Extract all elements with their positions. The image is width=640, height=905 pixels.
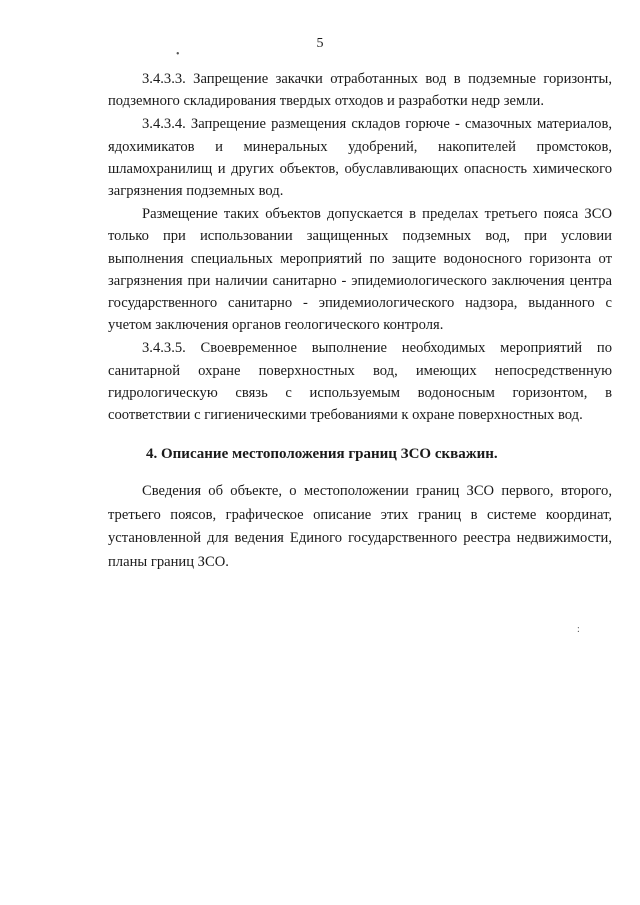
scan-artifact-colon: : <box>577 624 580 635</box>
page-number: 5 <box>316 36 324 51</box>
section-4-paragraph: Сведения об объекте, о местоположении границ ЗСО первого, второго, третьего поясов, графическое описание этих границ в системе координат, установленной для ведения Единого государственного реестра недвижимости, планы границ ЗСО. <box>108 483 612 570</box>
paragraph-3-4-3-5: 3.4.3.5. Своевременное выполнение необходимых мероприятий по санитарной охране поверхностных вод, имеющих непосредственную гидрологическую связь с используемым водоносным горизонтом, в соответствии с гигиеническими требованиями к охране поверхностных вод. <box>108 340 612 424</box>
paragraph-3-4-3-4: 3.4.3.4. Запрещение размещения складов горюче - смазочных материалов, ядохимикатов и минеральных удобрений, накопителей промстоков, шламохранилищ и других объектов, обуславливающих опасность химического загрязнения подземных вод. <box>108 116 612 200</box>
document-body <box>108 68 612 575</box>
paragraph-placement-conditions: Размещение таких объектов допускается в пределах третьего пояса ЗСО только при использовании защищенных подземных вод, при условии выполнения специальных мероприятий по защите водоносного горизонта от загрязнения при наличии санитарно - эпидемиологического заключения центра государственного санитарно - эпидемиологического надзора, выданного с учетом заключения органов геологического контроля. <box>108 206 612 334</box>
section-heading: 4. Описание местоположения границ ЗСО скважин. <box>146 446 498 463</box>
scan-artifact-dot: • <box>176 49 180 60</box>
paragraph-3-4-3-3: 3.4.3.3. Запрещение закачки отработанных вод в подземные горизонты, подземного складирования твердых отходов и разработки недр земли. <box>108 71 612 110</box>
